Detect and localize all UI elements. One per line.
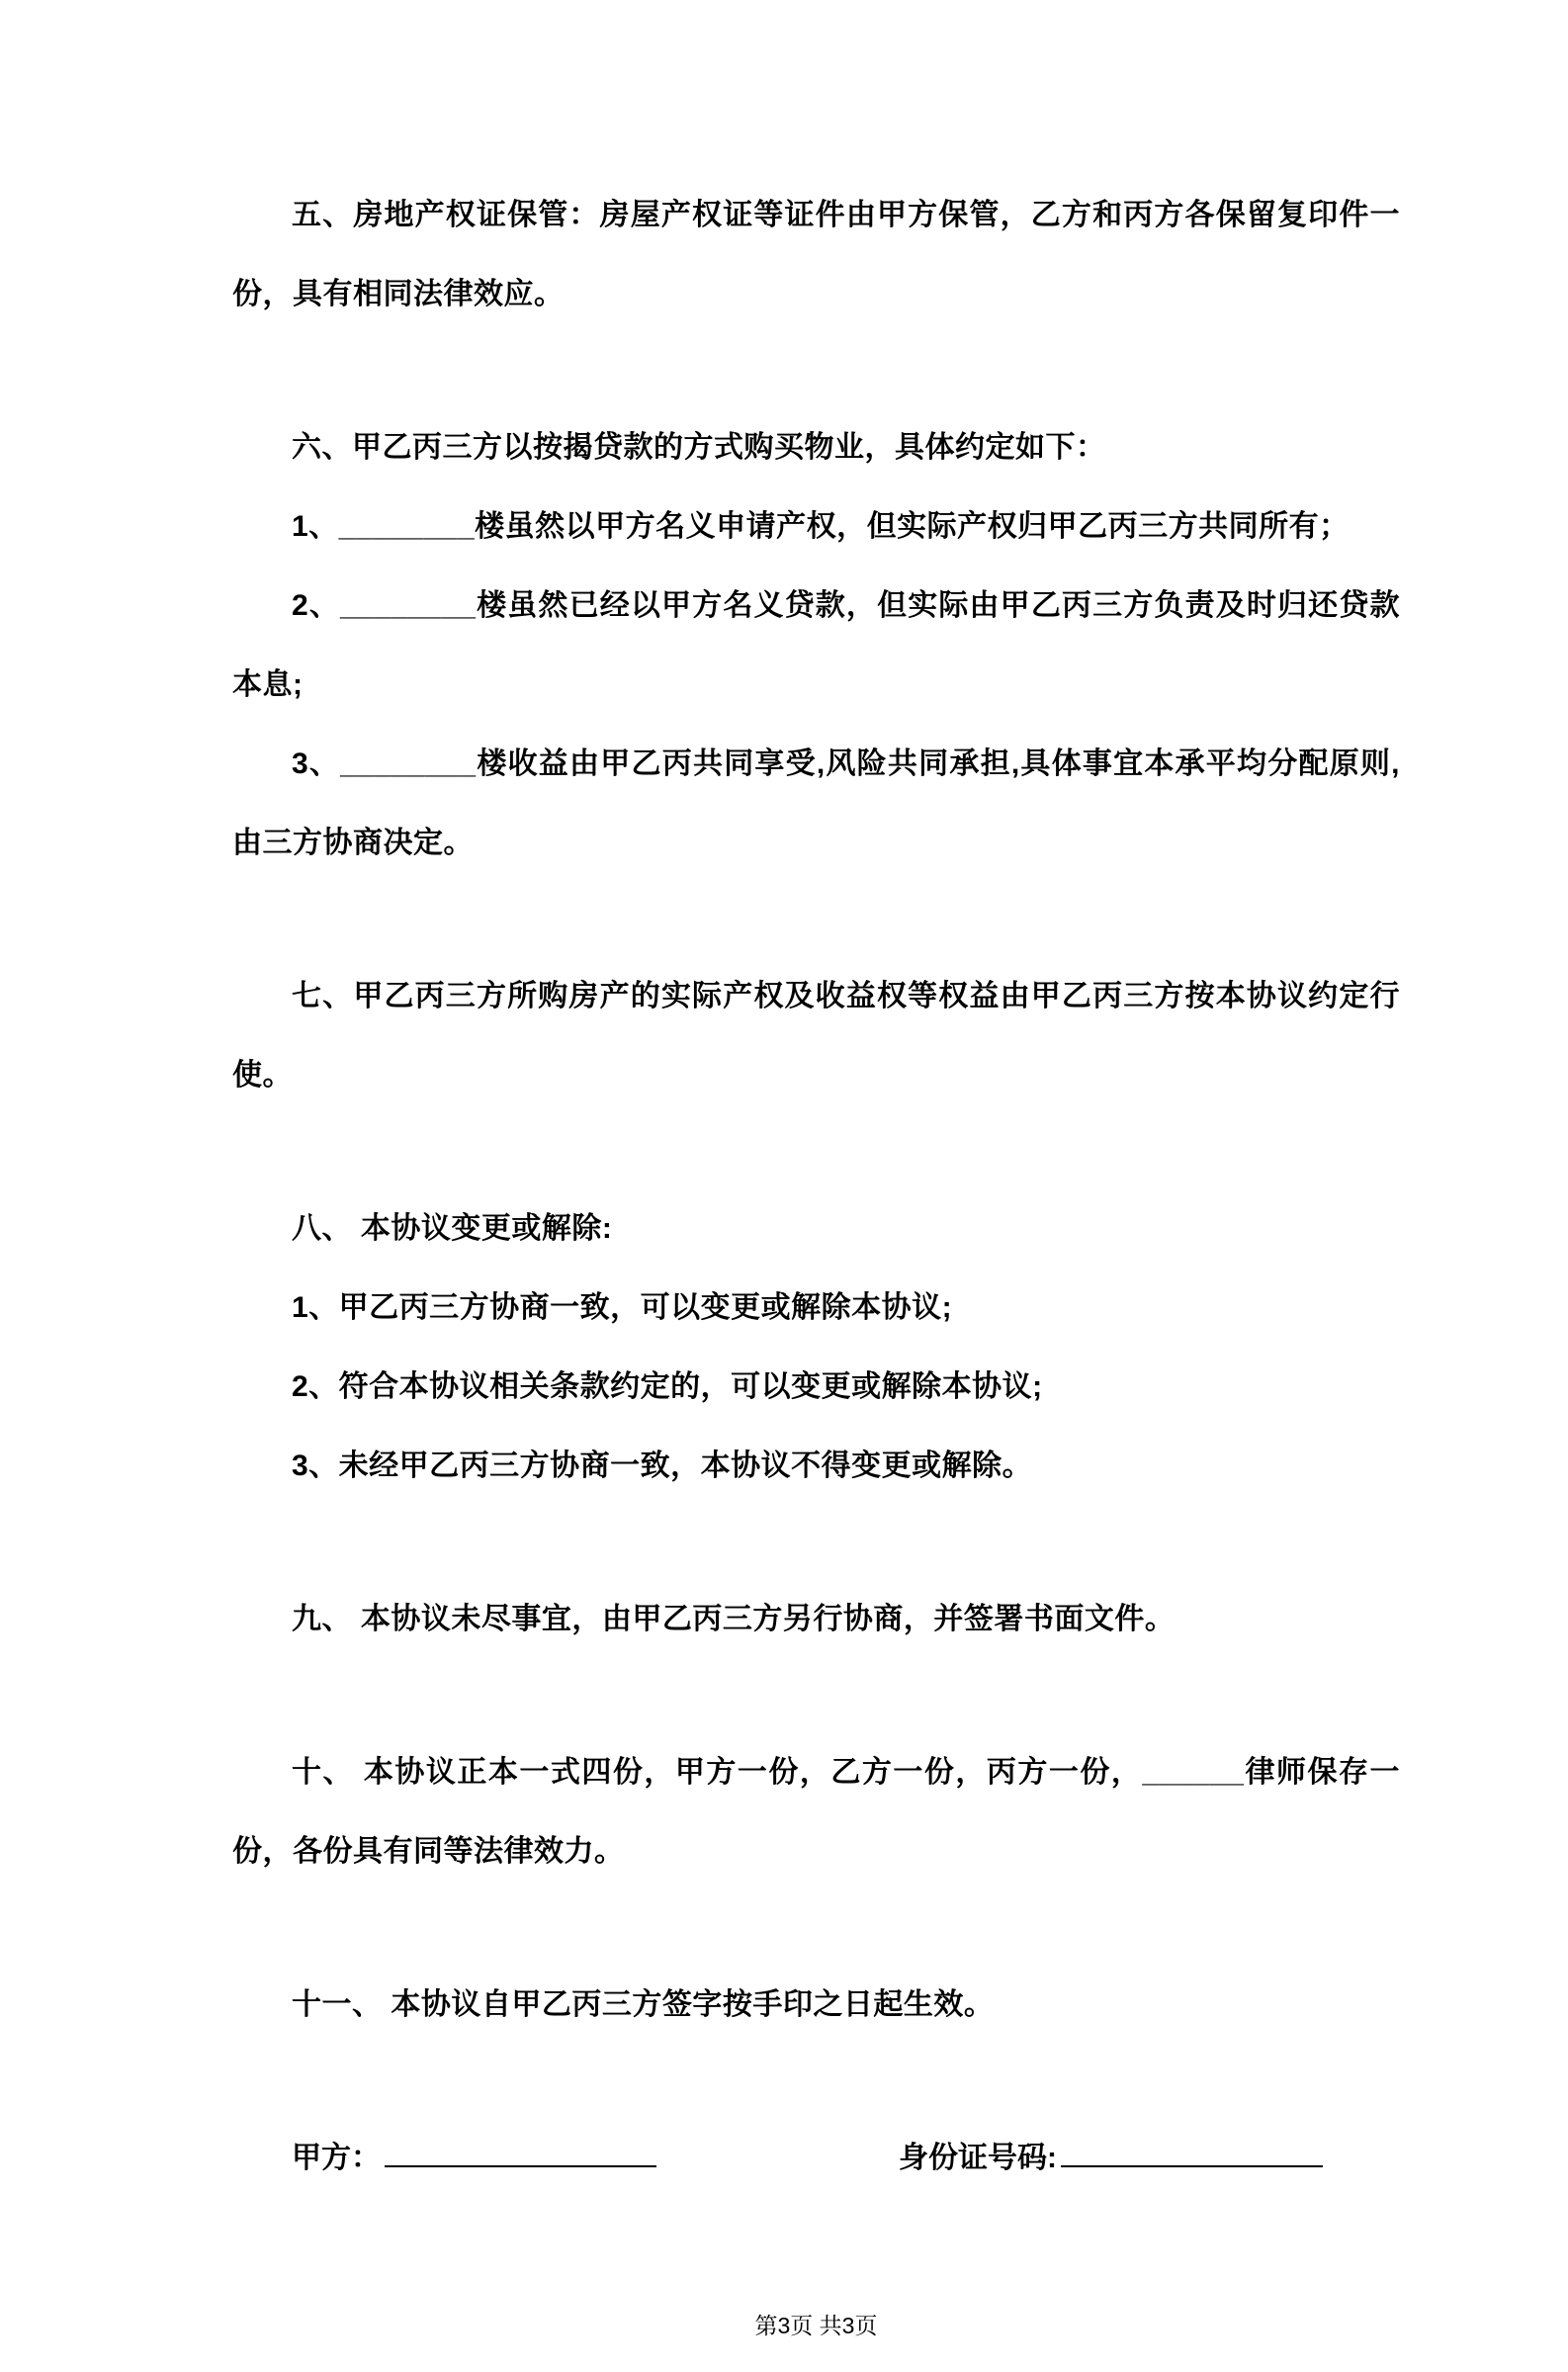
clause-6-item-3: 3、________楼收益由甲乙丙共同享受,风险共同承担,具体事宜本承平均分配原则,由三方协商决定。 [232,747,1400,859]
clause-8-item-2: 2、符合本协议相关条款约定的，可以变更或解除本协议; [292,1370,1043,1403]
party-a-label: 甲方： [292,2142,381,2174]
clause-6: 六、甲乙丙三方以按揭贷款的方式购买物业，具体约定如下： [292,431,1106,464]
clause-9: 九、 本协议未尽事宜，由甲乙丙三方另行协商，并签署书面文件。 [292,1603,1176,1635]
signature-row [232,2119,1400,2198]
page-footer: 第3页 共3页 [754,2313,878,2338]
id-number-label: 身份证号码: [899,2142,1057,2174]
id-number-group [899,2119,1323,2198]
id-number-blank-line [1061,2133,1323,2167]
clause-11: 十一、 本协议自甲乙丙三方签字按手印之日起生效。 [292,1988,995,2021]
clause-6-item-1: 1、________楼虽然以甲方名义申请产权，但实际产权归甲乙丙三方共同所有； [292,510,1350,543]
clause-8-item-1: 1、甲乙丙三方协商一致，可以变更或解除本协议; [292,1291,953,1324]
party-a-signature-group [292,2119,656,2198]
clause-8: 八、 本协议变更或解除: [292,1212,613,1245]
clause-6-item-2: 2、________楼虽然已经以甲方名义贷款，但实际由甲乙丙三方负责及时归还贷款本息; [232,589,1400,701]
party-a-blank-line [385,2133,656,2167]
clause-5: 五、房地产权证保管：房屋产权证等证件由甲方保管，乙方和丙方各保留复印件一份，具有相同法律效应。 [232,199,1400,310]
clause-8-item-3: 3、未经甲乙丙三方协商一致，本协议不得变更或解除。 [292,1450,1033,1482]
clause-7: 七、甲乙丙三方所购房产的实际产权及收益权等权益由甲乙丙三方按本协议约定行使。 [232,980,1400,1092]
clause-10: 十、 本协议正本一式四份，甲方一份，乙方一份，丙方一份，______律师保存一份，各份具有同等法律效力。 [232,1756,1400,1868]
